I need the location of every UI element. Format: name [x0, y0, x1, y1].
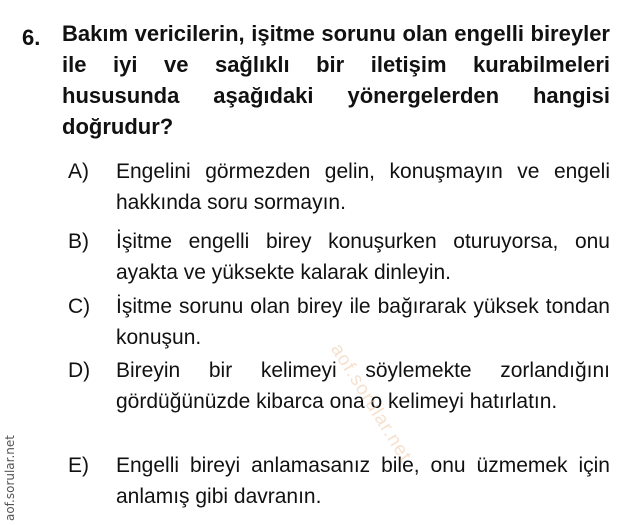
side-watermark	[0, 430, 20, 520]
option-b-text: İşitme engelli birey konuşurken oturuyorsa, onu ayakta ve yüksekte kalarak dinleyin.	[116, 230, 610, 284]
question-number: 6.	[22, 25, 41, 50]
diagonal-watermark: aof.sorular.net	[326, 340, 416, 466]
option-e-letter: E)	[68, 454, 89, 477]
option-d-text: Bireyin bir kelimeyi söylemekte zorlandığını gördüğünüzde kibarca ona o kelimeyi hatırlatın.	[116, 359, 610, 413]
option-c-text: İşitme sorunu olan birey ile bağırarak yüksek tondan konuşun.	[116, 295, 610, 349]
side-watermark-text: aof.sorular.net	[3, 434, 17, 522]
option-a-text: Engelini görmezden gelin, konuşmayın ve engeli hakkında soru sormayın.	[116, 160, 610, 214]
question-stem: Bakım vericilerin, işitme sorunu olan engelli bireyler ile iyi ve sağlıklı bir iletişim kurabilmeleri hususunda aşağıdaki yönergelerden hangisi doğrudur?	[62, 21, 610, 139]
option-e-text: Engelli bireyi anlamasanız bile, onu üzmemek için anlamış gibi davranın.	[116, 454, 610, 508]
option-a-letter: A)	[68, 160, 89, 183]
option-c-letter: C)	[68, 295, 91, 318]
option-d-letter: D)	[68, 359, 91, 382]
option-b-letter: B)	[68, 230, 89, 253]
